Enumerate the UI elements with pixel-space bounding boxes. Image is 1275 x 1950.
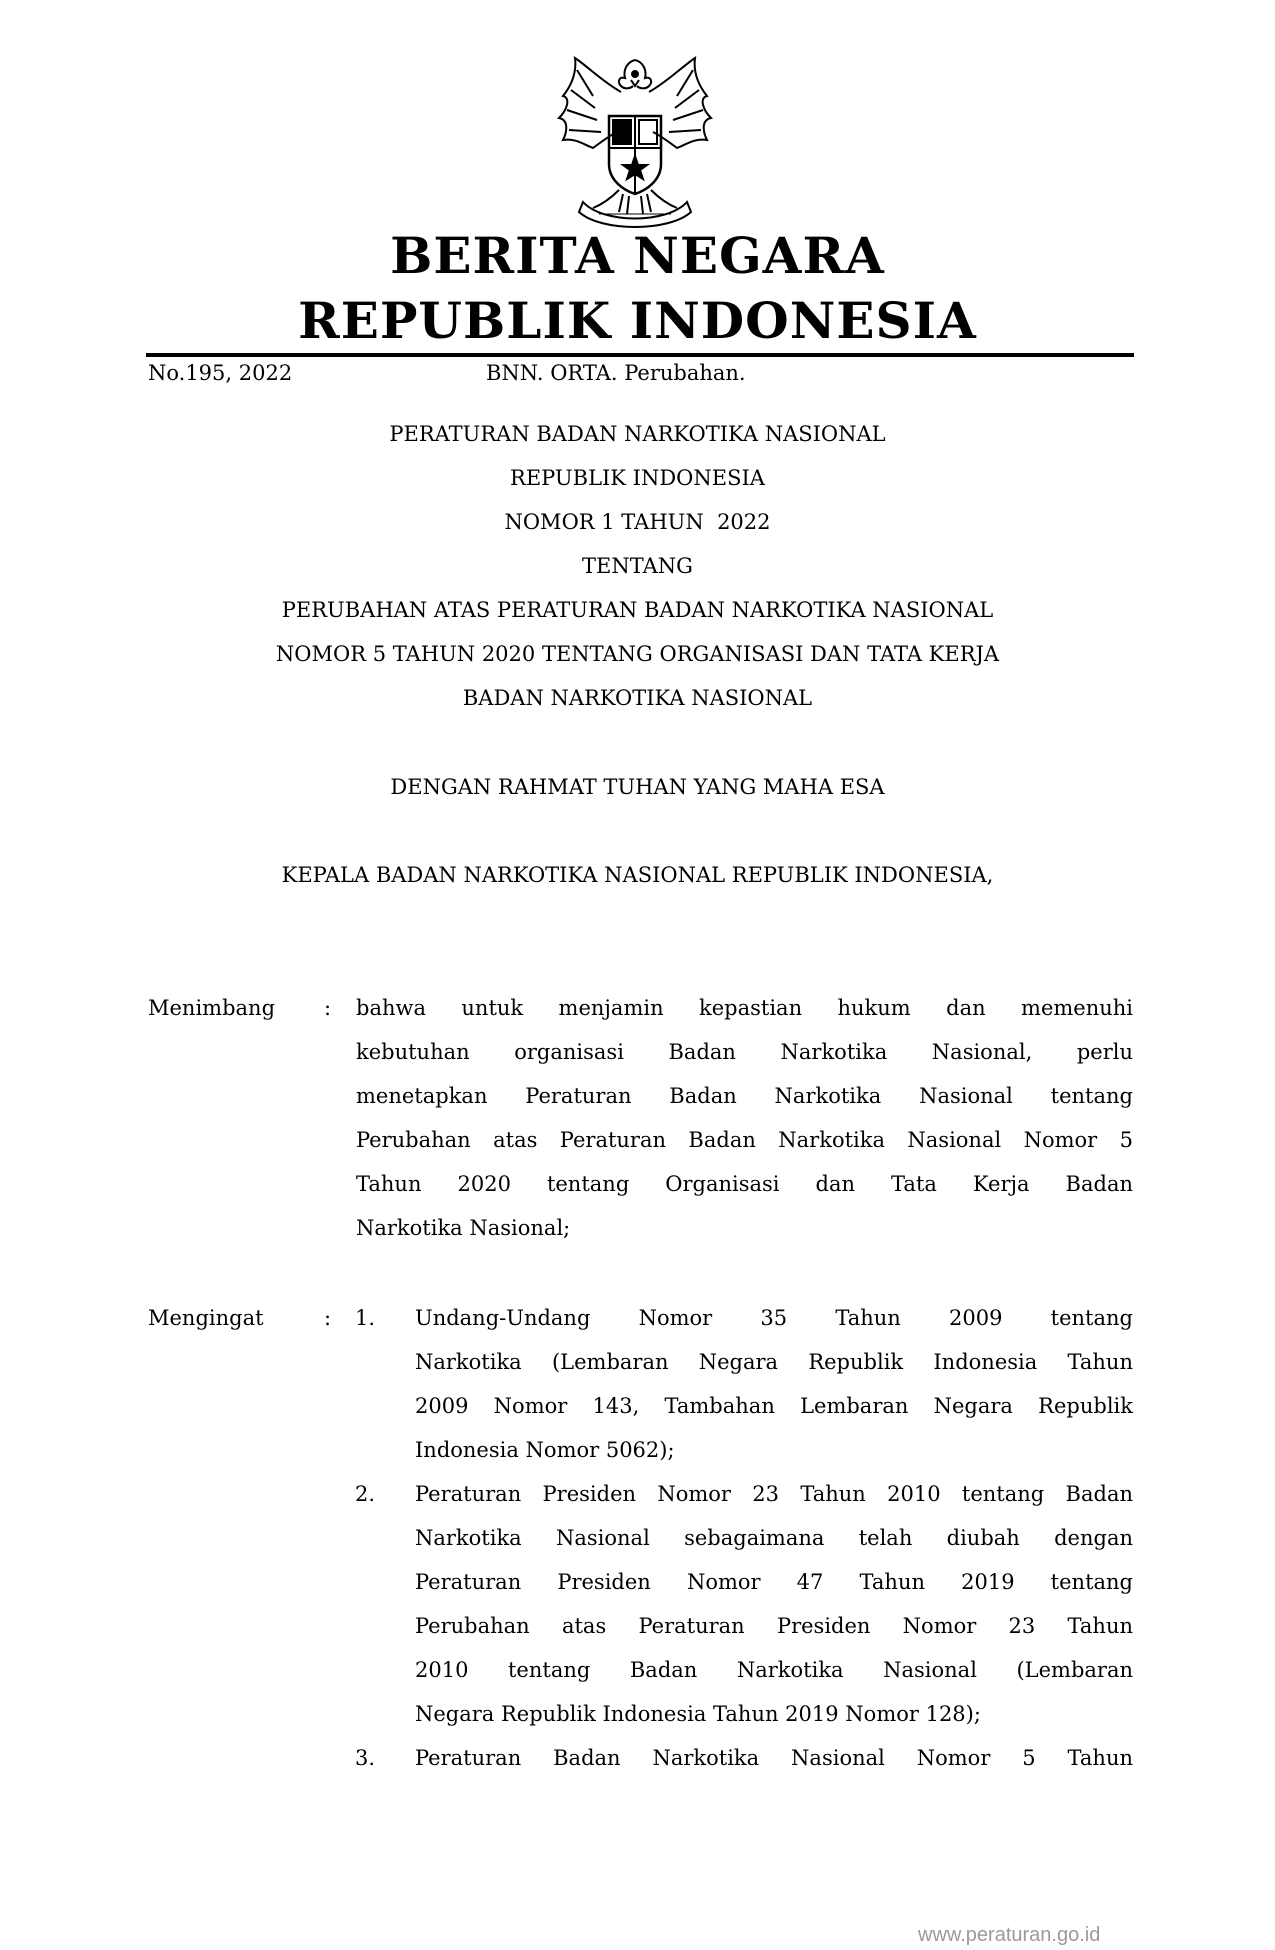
mengingat-colon: : [324,1306,332,1330]
masthead-title-line1: BERITA NEGARA [390,226,885,285]
title-line: BADAN NARKOTIKA NASIONAL [462,686,813,710]
title-line: REPUBLIK INDONESIA [510,466,765,490]
text-line: Narkotika Nasional sebagaimana telah diubah dengan [415,1526,1133,1550]
mengingat-item-2 [415,1472,1133,1736]
title-line: NOMOR 5 TAHUN 2020 TENTANG ORGANISASI DAN TATA KERJA [275,642,1000,666]
text-line: 2009 Nomor 143, Tambahan Lembaran Negara Republik [415,1394,1133,1418]
text-line: Peraturan Presiden Nomor 23 Tahun 2010 tentang Badan [415,1482,1133,1506]
text-line: Perubahan atas Peraturan Presiden Nomor 23 Tahun [415,1614,1133,1638]
list-item-number: 1. [355,1306,376,1330]
text-line: Tahun 2020 tentang Organisasi dan Tata Kerja Badan [356,1172,1133,1196]
text-line: Narkotika Nasional; [356,1216,571,1240]
text-line: Negara Republik Indonesia Tahun 2019 Nomor 128); [415,1702,981,1726]
masthead-title-line2: REPUBLIK INDONESIA [298,291,977,350]
mengingat-item-1 [415,1296,1133,1472]
list-item-number: 2. [355,1482,376,1506]
text-line: Peraturan Presiden Nomor 47 Tahun 2019 tentang [415,1570,1133,1594]
list-item-number: 3. [355,1746,376,1770]
text-line: bahwa untuk menjamin kepastian hukum dan memenuhi [356,996,1133,1020]
invocation: DENGAN RAHMAT TUHAN YANG MAHA ESA [390,775,885,799]
footer-url[interactable]: www.peraturan.go.id [918,1924,1101,1946]
text-line: Perubahan atas Peraturan Badan Narkotika Nasional Nomor 5 [356,1128,1133,1152]
gazette-number: No.195, 2022 [148,361,293,385]
text-line: Peraturan Badan Narkotika Nasional Nomor 5 Tahun [415,1746,1133,1770]
mengingat-item-3 [415,1736,1133,1780]
text-line: 2010 tentang Badan Narkotika Nasional (Lembaran [415,1658,1133,1682]
menimbang-text [356,986,1133,1250]
menimbang-label: Menimbang [148,996,276,1020]
title-line: TENTANG [582,554,693,578]
issuer: KEPALA BADAN NARKOTIKA NASIONAL REPUBLIK INDONESIA, [281,863,994,887]
text-line: Undang-Undang Nomor 35 Tahun 2009 tentang [415,1306,1133,1330]
text-line: menetapkan Peraturan Badan Narkotika Nasional tentang [356,1084,1133,1108]
text-line: Narkotika (Lembaran Negara Republik Indonesia Tahun [415,1350,1133,1374]
gazette-code: BNN. ORTA. Perubahan. [486,361,746,385]
title-line: NOMOR 1 TAHUN 2022 [504,510,771,534]
text-line: kebutuhan organisasi Badan Narkotika Nasional, perlu [356,1040,1133,1064]
title-line: PERATURAN BADAN NARKOTIKA NASIONAL [389,422,886,446]
garuda-emblem-icon [553,52,717,228]
text-line: Indonesia Nomor 5062); [415,1438,675,1462]
title-line: PERUBAHAN ATAS PERATURAN BADAN NARKOTIKA NASIONAL [281,598,994,622]
mengingat-label: Mengingat [148,1306,264,1330]
menimbang-colon: : [324,996,332,1020]
